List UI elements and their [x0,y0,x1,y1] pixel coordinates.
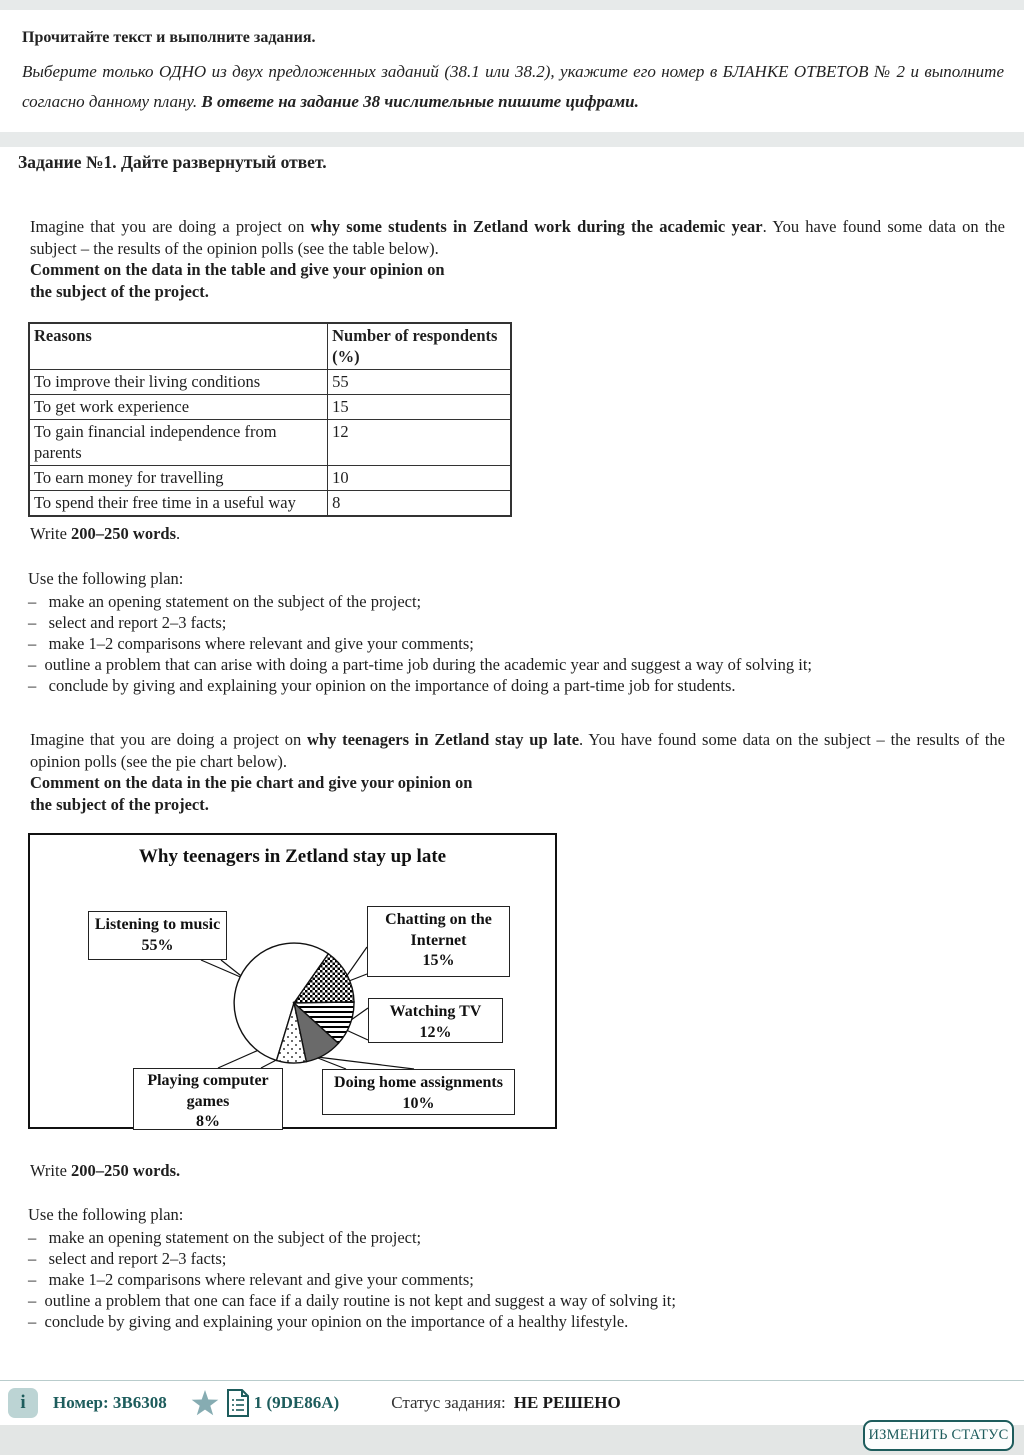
text-segment: . You have found some data on the subject – the results of the opinion polls (see the table below). [30,217,1005,258]
label-line: Internet [410,931,467,949]
write-suffix: . [176,524,181,543]
label-value: 10% [402,1094,435,1112]
reasons-table [28,322,512,517]
task2-description [30,729,1005,815]
task1-write-instruction [30,524,180,544]
page-title: Прочитайте текст и выполните задания. [22,29,316,46]
task2-write-instruction [30,1161,180,1181]
reason-cell: To spend their free time in a useful way [29,491,328,517]
favorite-star-icon[interactable] [190,1388,220,1418]
write-prefix: Write [30,524,72,543]
table-row [29,491,511,517]
label-line: Playing computer [147,1072,269,1089]
task-heading: Задание №1. Дайте развернутый ответ. [18,152,327,172]
value-cell: 55 [328,370,511,395]
task1-intro-paragraph [30,216,1005,259]
column-header-reasons: Reasons [29,323,328,370]
plan-item: – conclude by giving and explaining your opinion on the importance of a healthy lifestyle. [28,1311,629,1331]
task2-plan [28,1203,1018,1333]
reason-cell: To gain financial independence from parents [29,420,328,466]
write-prefix: Write [30,1161,72,1180]
status-label: Статус задания: [391,1393,506,1412]
value-cell: 10 [328,466,511,491]
text-segment: Imagine that you are doing a project on [30,217,311,236]
task-status-footer [0,1381,1024,1425]
attempt-document-icon[interactable] [226,1388,250,1418]
table-row [29,466,511,491]
value-cell: 12 [328,420,511,466]
column-header-respondents [328,323,511,370]
label-line: Watching TV [389,1003,482,1020]
table-row [29,395,511,420]
table-row [29,370,511,395]
chart-label-listening [88,911,227,960]
chart-label-home-assignments [322,1069,515,1115]
word-count: 200–250 words. [71,1161,181,1180]
label-line: games [186,1092,230,1110]
task1-description [30,216,1005,302]
text-segment-bold: why some students in Zetland work during the academic year [310,217,763,236]
task1-comment-line: Comment on the data in the table and give your opinion on [30,260,445,279]
task2-intro-paragraph [30,729,1005,772]
label-line: Listening to music [94,916,221,933]
section-divider-band [0,132,1024,147]
column-header-line: Number of respondents [332,326,498,345]
plan-item: – select and report 2–3 facts; [28,612,227,632]
label-line: Chatting on the [385,911,492,928]
text-segment: Imagine that you are doing a project on [30,730,308,749]
plan-item: – conclude by giving and explaining your opinion on the importance of doing a part-time job for students. [28,675,736,695]
plan-item: – make an opening statement on the subject of the project; [28,1228,422,1247]
word-count: 200–250 words [71,524,176,543]
task1-comment-line: the subject of the project. [30,281,209,301]
reason-cell: To get work experience [29,395,328,420]
task-number-label: Номер: 3B6308 [53,1393,167,1412]
chart-title: Why teenagers in Zetland stay up late [138,846,447,867]
status-badge: НЕ РЕШЕНО [513,1393,621,1412]
change-status-button[interactable]: ИЗМЕНИТЬ СТАТУС [863,1420,1014,1451]
instruction-text: Выберите только ОДНО из двух предложенных заданий (38.1 или 38.2), укажите его номер в БЛАНКЕ ОТВЕТОВ № 2 и выполните согласно данному плану. [22,62,1004,111]
chart-label-chatting [367,906,510,977]
reason-cell: To earn money for travelling [29,466,328,491]
column-header-line: (%) [332,347,360,366]
task1-plan [28,567,1018,697]
chart-label-computer-games [133,1068,283,1130]
table-row [29,420,511,466]
reason-cell: To improve their living conditions [29,370,328,395]
plan-item: – make an opening statement on the subject of the project; [28,592,422,611]
chart-label-watching-tv [368,998,503,1043]
plan-item: – select and report 2–3 facts; [28,1248,227,1268]
value-cell: 15 [328,395,511,420]
label-value: 55% [141,936,174,954]
plan-title: Use the following plan: [28,1205,184,1224]
attempt-label[interactable]: 1 (9DE86A) [253,1393,340,1412]
label-value: 12% [419,1023,452,1041]
value-cell: 8 [328,491,511,517]
top-gray-strip [0,0,1024,10]
text-segment-bold: why teenagers in Zetland stay up late [307,730,580,749]
exam-instruction-paragraph [22,57,1004,117]
task2-comment-line: Comment on the data in the pie chart and give your opinion on [30,773,473,792]
task2-comment-line: the subject of the project. [30,794,209,814]
instruction-text-emphasis: В ответе на задание 38 числительные пишите цифрами. [201,92,639,111]
info-icon[interactable]: i [8,1388,38,1418]
label-value: 8% [196,1113,220,1130]
label-line: Doing home assignments [334,1074,503,1091]
table-header-row [29,323,511,370]
plan-item: – outline a problem that can arise with doing a part-time job during the academic year and suggest a way of solving it; [28,654,812,674]
text-segment: . You have found some data on the subject – the results of the opinion polls (see the pie chart below). [30,730,1005,771]
plan-item: – outline a problem that one can face if a daily routine is not kept and suggest a way of solving it; [28,1290,676,1310]
pie-chart-figure [28,833,557,1129]
plan-item: – make 1–2 comparisons where relevant and give your comments; [28,633,474,653]
plan-item: – make 1–2 comparisons where relevant and give your comments; [28,1269,474,1289]
label-value: 15% [422,952,455,969]
plan-title: Use the following plan: [28,569,184,588]
